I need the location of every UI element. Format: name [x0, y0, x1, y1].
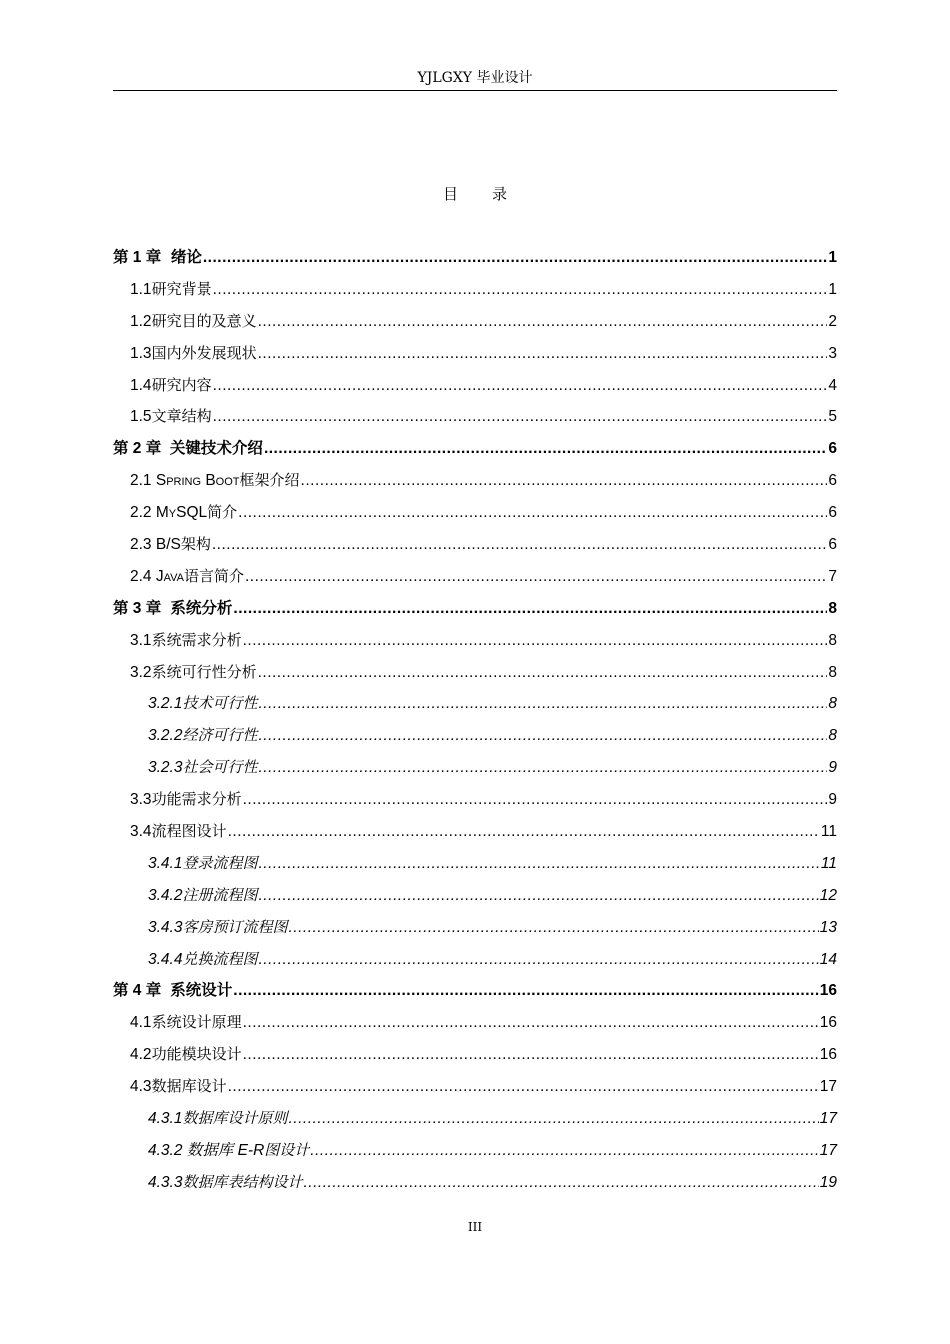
- toc-entry-number: 3.3: [130, 791, 152, 809]
- toc-entry-title: 研究内容: [151, 375, 212, 394]
- toc-entry-title: 语言简介: [183, 566, 244, 585]
- dot-leader: [213, 274, 828, 306]
- dot-leader: [243, 784, 828, 816]
- toc-entry-number: 3.4.4: [148, 950, 183, 968]
- toc-entry-title: 兑换流程图: [182, 949, 258, 968]
- dot-leader: [259, 848, 820, 880]
- toc-entry-page: 17: [819, 1141, 837, 1159]
- toc-entry[interactable]: [113, 1071, 837, 1103]
- toc-entry-number: 4.3.1: [148, 1110, 183, 1128]
- toc-entry-number: 3.2: [130, 663, 152, 681]
- toc-entry-page: 8: [828, 727, 837, 745]
- toc-entry-title: 关键技术介绍: [169, 439, 263, 458]
- toc-entry-title: 国内外发展现状: [151, 343, 257, 362]
- toc-entry-number: 第 4 章: [113, 982, 162, 1000]
- toc-entry-page: 17: [819, 1078, 837, 1096]
- toc-entry-number: 3.2.1: [148, 695, 183, 713]
- toc-entry-page: 8: [828, 599, 837, 617]
- dot-leader: [301, 465, 828, 497]
- toc-entry-number: 3.2.3: [148, 759, 183, 777]
- toc-entry[interactable]: [113, 465, 837, 497]
- toc-entry-number: 3.4.3: [148, 918, 183, 936]
- page-number: III: [467, 1220, 483, 1234]
- toc-entry[interactable]: [113, 593, 837, 625]
- toc-entry[interactable]: [113, 401, 837, 433]
- toc-entry[interactable]: [113, 944, 837, 976]
- toc-entry-number: 3.1: [130, 631, 152, 649]
- toc-entry-page: 14: [819, 950, 837, 968]
- toc-entry-title: 研究背景: [151, 279, 212, 298]
- toc-entry-page: 3: [828, 344, 837, 362]
- toc-entry-page: 1: [828, 249, 837, 266]
- toc-entry-number: 1.1: [130, 280, 152, 298]
- toc-entry-title: 架构: [180, 535, 211, 554]
- toc-entry-number: 第 3 章: [113, 599, 162, 617]
- toc-entry[interactable]: [113, 848, 837, 880]
- page-header: YJLGXY 毕业设计: [113, 66, 837, 91]
- toc-entry-page: 8: [828, 631, 837, 649]
- toc-entry-page: 1: [828, 280, 837, 298]
- toc-entry-page: 16: [819, 982, 837, 1000]
- toc-entry-page: 8: [828, 695, 837, 713]
- toc-entry-page: 4: [828, 376, 837, 394]
- dot-leader: [245, 561, 827, 593]
- toc-entry[interactable]: [113, 1103, 837, 1135]
- dot-leader: [233, 975, 818, 1007]
- toc-entry-title: 功能模块设计: [151, 1045, 242, 1064]
- toc-entry-page: 9: [828, 791, 837, 809]
- toc-entry-title: 研究目的及意义: [151, 311, 257, 330]
- toc-entry[interactable]: [113, 784, 837, 816]
- toc-entry-number: 1.3: [130, 344, 152, 362]
- toc-entry-title: 注册流程图: [182, 885, 258, 904]
- dot-leader: [203, 242, 828, 274]
- toc-entry-number: 2.1 Spring Boot: [130, 472, 240, 490]
- dot-leader: [310, 1135, 818, 1167]
- toc-entry[interactable]: [113, 338, 837, 370]
- toc-entry-number: 4.2: [130, 1046, 152, 1064]
- dot-leader: [259, 720, 828, 752]
- toc-entry-page: 2: [828, 312, 837, 330]
- toc-entry[interactable]: [113, 880, 837, 912]
- toc-entry[interactable]: [113, 625, 837, 657]
- toc-entry-number: 3.4.2: [148, 886, 183, 904]
- toc-entry-page: 6: [828, 472, 837, 490]
- toc-entry[interactable]: [113, 912, 837, 944]
- dot-leader: [213, 370, 828, 402]
- dot-leader: [243, 625, 828, 657]
- toc-entry[interactable]: [113, 274, 837, 306]
- dot-leader: [259, 880, 819, 912]
- toc-entry[interactable]: [113, 1167, 837, 1199]
- toc-entry[interactable]: [113, 529, 837, 561]
- dot-leader: [243, 1007, 819, 1039]
- dot-leader: [238, 497, 827, 529]
- toc-entry-number: 3.2.2: [148, 727, 183, 745]
- toc-entry[interactable]: [113, 975, 837, 1007]
- toc-entry-number: 1.2: [130, 312, 152, 330]
- toc-entry-title: 框架介绍: [239, 471, 300, 490]
- dot-leader: [243, 1039, 819, 1071]
- toc-title: [0, 183, 950, 204]
- toc-entry[interactable]: [113, 242, 837, 274]
- toc-entry-title: 文章结构: [151, 407, 212, 426]
- dot-leader: [259, 752, 828, 784]
- dot-leader: [213, 401, 828, 433]
- dot-leader: [304, 1167, 819, 1199]
- toc-entry[interactable]: [113, 306, 837, 338]
- toc-entry[interactable]: [113, 433, 837, 465]
- toc-entry-title: 数据库设计: [151, 1077, 227, 1096]
- toc-entry-page: 12: [819, 886, 837, 904]
- dot-leader: [228, 1071, 819, 1103]
- toc-entry-title: 社会可行性: [182, 758, 258, 777]
- toc-entry-page: 6: [828, 536, 837, 554]
- toc-entry-page: 9: [828, 759, 837, 777]
- toc-entry-page: 11: [820, 823, 837, 841]
- toc-entry-title: 系统设计: [170, 981, 233, 1000]
- toc-entry[interactable]: [113, 688, 837, 720]
- dot-leader: [258, 657, 828, 689]
- dot-leader: [228, 816, 820, 848]
- toc-entry-page: 6: [828, 504, 837, 522]
- toc-entry-page: 6: [828, 440, 837, 458]
- toc-entry-title: 技术可行性: [182, 694, 258, 713]
- toc-entry-number: 第 1 章: [113, 249, 162, 266]
- toc-title-right: 录: [492, 185, 508, 203]
- toc-entry-number: 2.2 MySQL: [130, 504, 208, 522]
- toc-entry[interactable]: [113, 497, 837, 529]
- toc-entry-title: 简介: [207, 503, 238, 522]
- toc-entry-number: 1.4: [130, 376, 152, 394]
- toc-entry-title: 客房预订流程图: [182, 917, 288, 936]
- toc-title-left: 目: [442, 185, 458, 203]
- toc-entry-number: 1.5: [130, 408, 152, 426]
- toc-entry-title: 系统需求分析: [151, 630, 242, 649]
- toc-entry[interactable]: [113, 752, 837, 784]
- dot-leader: [258, 338, 828, 370]
- toc-entry-title: 系统可行性分析: [151, 662, 257, 681]
- toc-entry[interactable]: [113, 1039, 837, 1071]
- toc-entry-number: 4.3: [130, 1078, 152, 1096]
- toc-entry-title: 流程图设计: [151, 822, 227, 841]
- table-of-contents: [113, 242, 837, 1199]
- dot-leader: [258, 306, 828, 338]
- toc-entry-title: 数据库表结构设计: [182, 1172, 303, 1191]
- toc-entry-number: 3.4: [130, 823, 152, 841]
- toc-entry-title: 图设计: [264, 1140, 310, 1159]
- dot-leader: [264, 433, 827, 465]
- toc-entry[interactable]: [113, 1007, 837, 1039]
- toc-entry-number: 4.1: [130, 1014, 152, 1032]
- toc-entry-page: 5: [828, 408, 837, 426]
- toc-entry-number: 第 2 章: [113, 440, 162, 458]
- toc-entry-title: 功能需求分析: [151, 790, 242, 809]
- toc-entry-title: 数据库设计原则: [182, 1109, 288, 1128]
- toc-entry-title: 登录流程图: [182, 853, 258, 872]
- toc-entry[interactable]: [113, 1135, 837, 1167]
- toc-entry-title: 绪论: [170, 248, 202, 266]
- toc-entry-page: 16: [819, 1046, 837, 1064]
- toc-entry[interactable]: [113, 720, 837, 752]
- toc-entry-page: 7: [828, 567, 837, 585]
- dot-leader: [259, 944, 819, 976]
- toc-entry-number: 2.3 B/S: [130, 536, 181, 554]
- toc-entry-number: 4.3.3: [148, 1173, 183, 1191]
- toc-entry[interactable]: [113, 816, 837, 848]
- toc-entry-title: 系统设计原理: [151, 1013, 242, 1032]
- toc-entry-page: 11: [820, 854, 837, 872]
- toc-entry-page: 16: [819, 1014, 837, 1032]
- toc-entry-title: 系统分析: [170, 598, 233, 617]
- toc-entry[interactable]: [113, 370, 837, 402]
- dot-leader: [289, 912, 819, 944]
- toc-entry-page: 19: [819, 1173, 837, 1191]
- toc-entry[interactable]: [113, 657, 837, 689]
- toc-entry-page: 17: [819, 1110, 837, 1128]
- toc-entry-number: 4.3.2 数据库 E-R: [148, 1141, 265, 1159]
- toc-entry-page: 8: [828, 663, 837, 681]
- toc-entry-page: 13: [819, 918, 837, 936]
- toc-entry[interactable]: [113, 561, 837, 593]
- toc-entry-number: 3.4.1: [148, 854, 183, 872]
- dot-leader: [212, 529, 828, 561]
- dot-leader: [289, 1103, 819, 1135]
- dot-leader: [259, 688, 828, 720]
- toc-entry-number: 2.4 Java: [130, 567, 184, 585]
- toc-entry-title: 经济可行性: [182, 726, 258, 745]
- dot-leader: [233, 593, 827, 625]
